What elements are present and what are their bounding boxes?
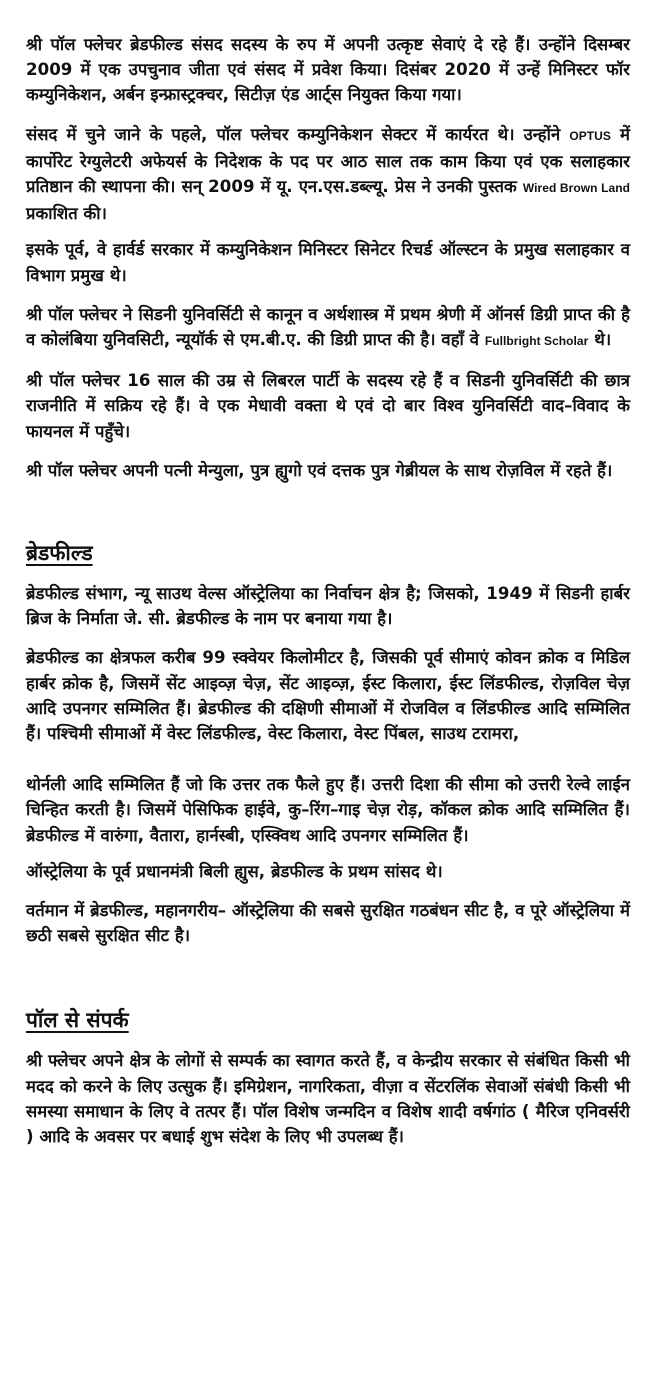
bio-paragraph-4: [26, 302, 630, 354]
bio-paragraph-2-part-a: संसद में चुने जाने के पहले, पॉल फ्लेचर कम्युनिकेशन सेक्टर में कार्यरत थे। उन्होंने: [26, 124, 570, 144]
bradfield-paragraph-5: वर्तमान में ब्रेडफील्ड, महानगरीय– ऑस्ट्रेलिया की सबसे सुरक्षित गठबंधन सीट है, व पूरे ऑस्ट्रेलिया में छठी सबसे सुरक्षित सीट है।: [26, 901, 630, 946]
contact-heading: पॉल से संपर्क: [26, 1008, 129, 1033]
bio-paragraph-2: [26, 122, 630, 227]
bradfield-paragraph-1: ब्रेडफील्ड संभाग, न्यू साउथ वेल्स ऑस्ट्रेलिया का निर्वाचन क्षेत्र है; जिसको, 1949 में सिडनी हार्बर ब्रिज के निर्माता जे. सी. ब्रेडफील्ड के नाम पर बनाया गया है।: [26, 584, 630, 629]
bio-paragraph-5: श्री पॉल फ्लेचर 16 साल की उम्र से लिबरल पार्टी के सदस्य रहे हैं व सिडनी युनिवर्सिटी की छात्र राजनीति में सक्रिय रहे हैं। वे एक मेधावी वक्ता थे एवं दो बार विश्व युनिवर्सिटी वाद–विवाद के फायनल में पहुँचे।: [26, 371, 630, 441]
bio-paragraph-3: इसके पूर्व, वे हार्वर्ड सरकार में कम्युनिकेशन मिनिस्टर सिनेटर रिचर्ड ऑल्स्टन के प्रमुख सलाहकार व विभाग प्रमुख थे।: [26, 240, 630, 285]
bio-paragraph-4-part-b: थे।: [588, 330, 612, 350]
bradfield-paragraph-3: थोर्नली आदि सम्मिलित हैं जो कि उत्तर तक फैले हुए हैं। उत्तरी दिशा की सीमा को उत्तरी रेल्वे लाईन चिन्हित करती है। जिसमें पेसिफिक हाईवे, कु–रिंग–गाइ चेज़ रोड़, कॉकल क्रोक आदि सम्मिलित हैं। ब्रेडफील्ड में वारुंगा, वैतारा, हार्नस्बी, एस्क्विथ आदि उपनगर सम्मिलित हैं।: [26, 775, 630, 845]
bradfield-heading: ब्रेडफील्ड: [26, 541, 93, 566]
document-body: [26, 32, 630, 1149]
bio-paragraph-6: श्री पॉल फ्लेचर अपनी पत्नी मेन्युला, पुत्र ह्युगो एवं दत्तक पुत्र गेब्रीयल के साथ रोज़विल में रहते हैं।: [26, 460, 613, 480]
bio-paragraph-1: श्री पॉल फ्लेचर ब्रेडफील्ड संसद सदस्य के रुप में अपनी उत्कृष्ट सेवाएं दे रहे हैं। उन्होंने दिसम्बर 2009 में एक उपचुनाव जीता एवं संसद में प्रवेश किया। दिसंबर 2020 में उन्हें मिनिस्टर फॉर कम्युनिकेशन, अर्बन इन्फ्रास्ट्रक्चर, सिटीज़ एंड आर्ट्स नियुक्त किया गया।: [26, 35, 630, 105]
scholar-title: Fullbright Scholar: [484, 334, 589, 349]
bio-paragraph-2-part-c: प्रकाशित की।: [26, 204, 107, 224]
contact-paragraph-1: श्री फ्लेचर अपने क्षेत्र के लोगों से सम्पर्क का स्वागत करते हैं, व केन्द्रीय सरकार से संबंधित किसी भी मदद को करने के लिए उत्सुक हैं। इमिग्रेशन, नागरिकता, वीज़ा व सेंटरलिंक सेवाओं संबंधी किसी भी समस्या समाधान के लिए वे तत्पर हैं। पॉल विशेष जन्मदिन व विशेष शादी वर्षगांठ ( मैरिज एनिवर्सरी ) आदि के अवसर पर बधाई शुभ संदेश के लिए भी उपलब्ध हैं।: [26, 1051, 630, 1147]
bradfield-paragraph-2: ब्रेडफील्ड का क्षेत्रफल करीब 99 स्क्वेयर किलोमीटर है, जिसकी पूर्व सीमाएं कोवन क्रोक व मिडिल हार्बर क्रोक है, जिसमें सेंट आइव्ज़ चेज़, सेंट आइव्ज़, ईस्ट किलारा, ईस्ट लिंडफील्ड, रोज़विल चेज़ आदि उपनगर सम्मिलित हैं। ब्रेडफील्ड की दक्षिणी सीमाओं में रोजविल व लिंडफील्ड आदि सम्मिलित हैं। पश्चिमी सीमाओं में वेस्ट लिंडफील्ड, वेस्ट किलारा, वेस्ट पिंबल, साउथ टरामरा,: [26, 648, 630, 744]
bio-paragraph-2-part-b: में कार्पोरेट रेग्युलेटरी अफेयर्स के निदेशक के पद पर आठ साल तक काम किया एवं एक सलाहकार प्रतिष्ठान की स्थापना की। सन् 2009 में यू. एन.एस.डब्ल्यू. प्रेस ने उनकी पुस्तक: [26, 124, 630, 197]
bradfield-paragraph-4: ऑस्ट्रेलिया के पूर्व प्रधानमंत्री बिली ह्युस, ब्रेडफील्ड के प्रथम सांसद थे।: [26, 861, 443, 881]
optus-name: OPTUS: [569, 128, 611, 143]
book-title: Wired Brown Land: [522, 181, 630, 196]
bio-paragraph-4-part-a: श्री पॉल फ्लेचर ने सिडनी युनिवर्सिटी से कानून व अर्थशास्त्र में प्रथम श्रेणी में ऑनर्स डिग्री प्राप्त की है व कोलंबिया युनिवसिटी, न्यूयॉर्क से एम.बी.ए. की डिग्री प्राप्त की है। वहाँ वे: [26, 304, 630, 350]
